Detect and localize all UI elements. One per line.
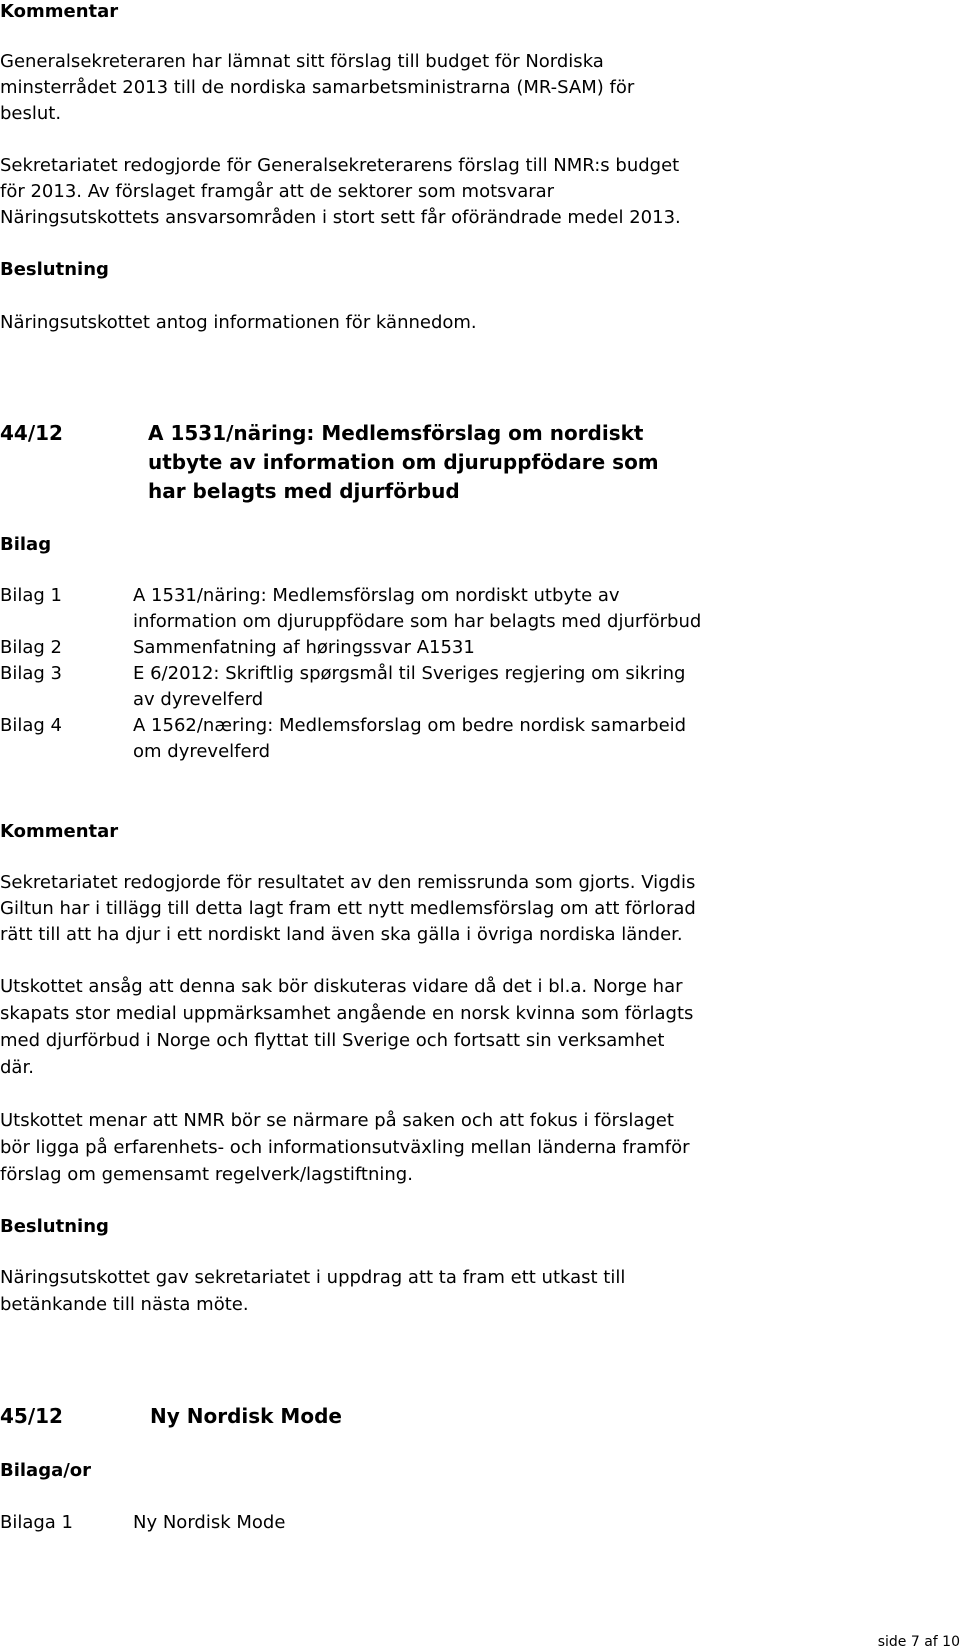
paragraph-line: för 2013. Av förslaget framgår att de sektorer som motsvarar bbox=[0, 181, 555, 202]
paragraph-line: Sekretariatet redogjorde för Generalsekreterarens förslag till NMR:s budget bbox=[0, 155, 680, 176]
attachment-text: om dyrevelferd bbox=[133, 741, 271, 762]
attachment-label: Bilag 2 bbox=[0, 637, 62, 658]
attachment-text: Ny Nordisk Mode bbox=[133, 1512, 286, 1533]
page-footer: side 7 af 10 bbox=[877, 1634, 960, 1650]
paragraph-line: förslag om gemensamt regelverk/lagstiftning. bbox=[0, 1164, 413, 1185]
item-title-line: har belagts med djurförbud bbox=[148, 479, 460, 503]
paragraph-line: Utskottet menar att NMR bör se närmare på saken och att fokus i förslaget bbox=[0, 1110, 674, 1131]
beslutning-heading: Beslutning bbox=[0, 1216, 109, 1237]
paragraph-line: Giltun har i tillägg till detta lagt fram ett nytt medlemsförslag om att förlorad bbox=[0, 898, 696, 919]
attachment-text: E 6/2012: Skriftlig spørgsmål til Sveriges regjering om sikring bbox=[133, 663, 686, 684]
beslutning-text: Näringsutskottet antog informationen för kännedom. bbox=[0, 312, 477, 333]
paragraph-line: Näringsutskottets ansvarsområden i stort sett får oförändrade medel 2013. bbox=[0, 207, 681, 228]
paragraph-line: skapats stor medial uppmärksamhet angående en norsk kvinna som förlagts bbox=[0, 1003, 694, 1024]
attachment-label: Bilag 3 bbox=[0, 663, 62, 684]
item-title-line: A 1531/näring: Medlemsförslag om nordiskt bbox=[148, 421, 644, 445]
kommentar-heading: Kommentar bbox=[0, 821, 119, 842]
attachment-text: A 1531/näring: Medlemsförslag om nordiskt utbyte av bbox=[133, 585, 620, 606]
paragraph-line: beslut. bbox=[0, 103, 62, 124]
paragraph-line: minsterrådet 2013 till de nordiska samarbetsministrarna (MR-SAM) för bbox=[0, 77, 635, 98]
paragraph-line: bör ligga på erfarenhets- och informationsutväxling mellan länderna framför bbox=[0, 1137, 690, 1158]
beslutning-text: betänkande till nästa möte. bbox=[0, 1294, 249, 1315]
paragraph-line: där. bbox=[0, 1057, 34, 1078]
paragraph-line: med djurförbud i Norge och flyttat till Sverige och fortsatt sin verksamhet bbox=[0, 1030, 665, 1051]
bilaga-heading: Bilaga/or bbox=[0, 1460, 92, 1481]
kommentar-heading: Kommentar bbox=[0, 1, 119, 22]
paragraph-line: Generalsekreteraren har lämnat sitt förslag till budget för Nordiska bbox=[0, 51, 604, 72]
attachment-label: Bilag 1 bbox=[0, 585, 62, 606]
attachment-text: information om djuruppfödare som har belagts med djurförbud bbox=[133, 611, 702, 632]
item-number: 45/12 bbox=[0, 1404, 63, 1428]
item-title-line: utbyte av information om djuruppfödare som bbox=[148, 450, 659, 474]
bilag-heading: Bilag bbox=[0, 534, 52, 555]
item-title: Ny Nordisk Mode bbox=[150, 1404, 342, 1428]
attachment-label: Bilag 4 bbox=[0, 715, 62, 736]
beslutning-heading: Beslutning bbox=[0, 259, 109, 280]
paragraph-line: Sekretariatet redogjorde för resultatet av den remissrunda som gjorts. Vigdis bbox=[0, 872, 696, 893]
item-number: 44/12 bbox=[0, 421, 63, 445]
attachment-text: A 1562/næring: Medlemsforslag om bedre nordisk samarbeid bbox=[133, 715, 687, 736]
beslutning-text: Näringsutskottet gav sekretariatet i uppdrag att ta fram ett utkast till bbox=[0, 1267, 626, 1288]
attachment-label: Bilaga 1 bbox=[0, 1512, 74, 1533]
attachment-text: Sammenfatning af høringssvar A1531 bbox=[133, 637, 475, 658]
paragraph-line: Utskottet ansåg att denna sak bör diskuteras vidare då det i bl.a. Norge har bbox=[0, 976, 683, 997]
paragraph-line: rätt till att ha djur i ett nordiskt land även ska gälla i övriga nordiska länder. bbox=[0, 924, 683, 945]
attachment-text: av dyrevelferd bbox=[133, 689, 264, 710]
